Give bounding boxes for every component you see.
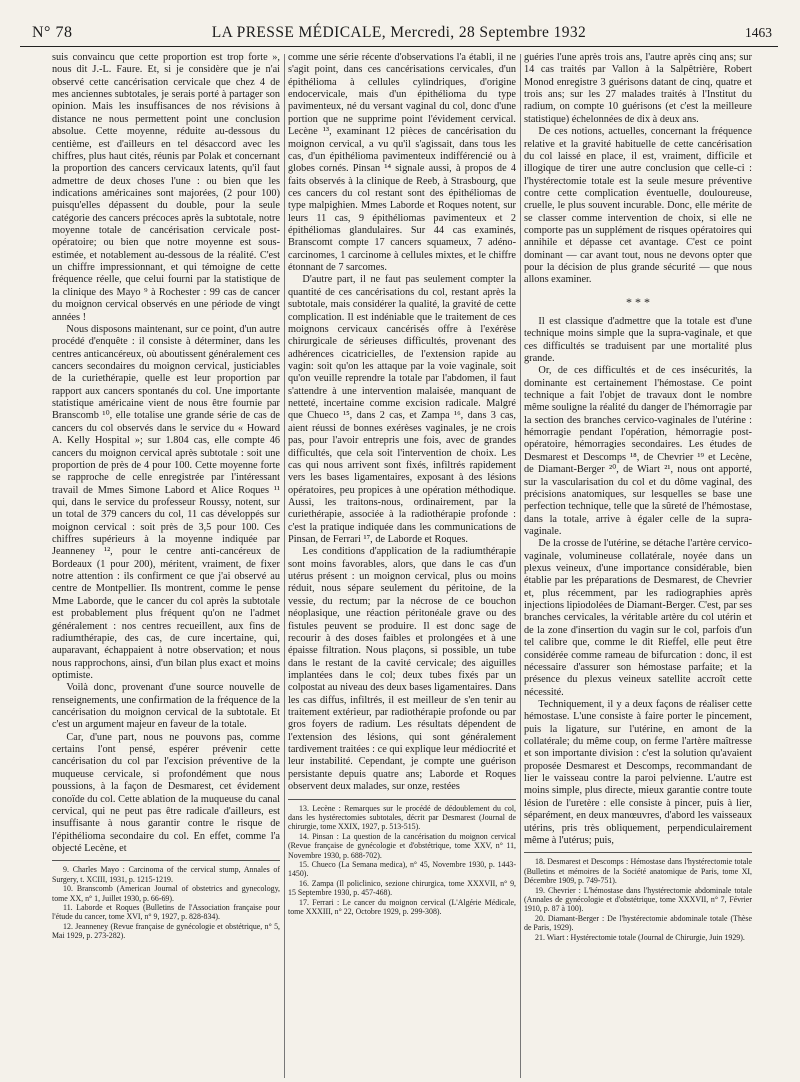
page-header: [20, 22, 778, 47]
paragraph: De la crosse de l'utérine, se détache l'artère cervico-vaginale, volumineuse collatérale, noyée dans un plexus veineux, d'une importance considérable, bien établie par les préparations de Desmarest, de Chevrier et, plus récemment, par les radiographies après injections lipiodolées de Diamant-Berger. C'est, par ses branches cervicales, la véritable artère du col utérin et de la zone d'insertion du vagin sur le col, parfois d'un tel calibre que, comme le dit Rieffel, elle peut être considérée comme rameau de bifurcation : donc, il est nécessaire d'assurer son hémostase parfaite; et la présence du plexus veineux satellite accroît cette nécessité.: [524, 538, 752, 698]
footnote: 15. Chueco (La Semana medica), n° 45, Novembre 1930, p. 1443-1450).: [288, 860, 516, 879]
paragraph: De ces notions, actuelles, concernant la fréquence relative et la gravité habituelle de cette cancérisation du col laissé en place, il est, vraiment, difficile et illogique de tirer une autre conclusion que celle-ci : l'hystérectomie totale est la seule mesure préventive contre cette complication éventuelle, douloureuse, cruelle, le plus souvent incurable. Donc, elle mérite de se classer comme intervention de choix, si elle ne comporte pas un supplément de risques opératoires qui annihile et dépasse cet avantage. C'est ce point dominant — car avant tout, nous ne devons opter que pour la décision de plus grande sécurité — que nous allons examiner.: [524, 126, 752, 286]
paragraph: guéries l'une après trois ans, l'autre après cinq ans; sur 14 cas traités par Vallon à la Salpêtrière, Robert Monod enregistre 3 guérisons datant de cinq, quatre et trois ans; sur les 27 malades traités à l'Institut du radium, on compte 10 guérisons (et c'est la meilleure statistique) échelonnées de dix à deux ans.: [524, 52, 752, 125]
column-3: [524, 52, 752, 942]
footnote: 20. Diamant-Berger : De l'hystérectomie abdominale totale (Thèse de Paris, 1929).: [524, 913, 752, 933]
paragraph: Car, d'une part, nous ne pouvons pas, comme certains l'ont pensé, espérer prévenir cette cancérisation du col par l'excision préventive de la muqueuse cervicale, si profondément que nous poussions, à la façon de Desmarest, cet évidement conoïde du col. Cette ablation de la muqueuse du canal cervical, qui ne peut pas être radicale d'ailleurs, est insuffisante à nous garantir contre le risque de l'épithélioma secondaire du col. En effet, comme l'a objecté Lecène, et: [52, 731, 280, 854]
column-1: [52, 52, 280, 941]
footnote: 11. Laborde et Roques (Bulletins de l'Association française pour l'étude du cancer, tome XVI, n° 9, 1927, p. 828-834).: [52, 902, 280, 922]
paragraph: Techniquement, il y a deux façons de réaliser cette hémostase. L'une consiste à faire porter le pincement, puis la ligature, sur l'utérine, en amont de la collatérale; du même coup, on ferme l'artère maîtresse et son importante division : c'est la solution qu'avaient proposée Desmarest et Descomps, recommandant de lier le vaisseau contre la paroi pelvienne. L'autre est moins simple, plus directe, mieux garantie contre toute lésion de l'uretère : elle consiste à pincer, puis à lier, séparément, en deux manœuvres, d'abord les vaisseaux utérins, pris très obliquement, perpendiculairement même à l'utérus; puis,: [524, 698, 752, 846]
column-divider: [520, 54, 521, 1078]
footnote: 13. Lecène : Remarques sur le procédé de dédoublement du col, dans les hystérectomies subtotales, décrit par Desmarest (Journal de chirurgie, tome XXIX, 1927, p. 513-515).: [288, 803, 516, 832]
footnote: 10. Branscomb (American Journal of obstetrics and gynecology, tome XX, n° 1, Juillet 1930, p. 66-69).: [52, 884, 280, 903]
paragraph: suis convaincu que cette proportion est trop forte », nous dit J.-L. Faure. Et, si je considère que je n'ai observé cette cancérisation cervicale que chez 4 de mes anciennes subtotales, je serais porté à partager son opinion. Mais les insuffisances de nos révisions à distance ne nous permettent point une conclusion absolue. Cette moyenne, réduite au-dessous du centième, est d'ailleurs en tel désaccord avec les chiffres, plus haut cités, réunis par Polak et concernant la proportion des cancers cervicaux latents, qu'il faut admettre de deux choses l'une : ou bien que les indications américaines sont majorées, (2 pour 100) puisqu'elles dépassent du double, pour la seule catégorie des cancers précoces après la subtotale, notre moyenne totale de cancérisation cervicale post-opératoire; ou bien que notre moyenne est sous-estimée, et notablement au-dessous de la réalité. C'est un chiffre impressionnant, et qui témoigne de cette fréquence réelle, que celui fourni par la statistique de la clinique des Mayo ⁹ à Rochester : 99 cas de cancer du moignon cervical observés en une période de vingt années !: [52, 52, 280, 323]
paragraph: Voilà donc, provenant d'une source nouvelle de renseignements, une confirmation de la fréquence de la cancérisation du moignon cervical de la subtotale. Et c'est un argument majeur en faveur de la totale.: [52, 682, 280, 731]
running-title: LA PRESSE MÉDICALE, Mercredi, 28 Septembre 1932: [211, 24, 587, 41]
section-separator: * * *: [626, 294, 650, 309]
paragraph: Les conditions d'application de la radiumthérapie sont moins favorables, alors, que dans le cas d'un utérus présent : un moignon cervical, plus ou moins réduit, nous sépare seulement du péritoine, de la vessie, du rectum; par la nécrose de ce bouchon néoplasique, une réaction péritonéale grave ou des fistules peuvent se produire. Il est donc sage de recourir à des doses faibles et prolongées et à une épaisse filtration. Nous plaçons, si possible, un tube dans le restant de la cavité cervicale; des aiguilles implantées dans le col; deux tubes fixés par un colpostat au niveau des deux bases ligamentaires. Dans les cas diffus, infiltrés, il est meilleur de s'en tenir au traitement extérieur, par radiothérapie profonde ou par gros foyers de radium. Les résultats dépendent de l'extension des lésions, qui sont généralement tardivement traitées : ce qui explique leur médiocrité et leur instabilité. Cependant, je compte une guérison persistante depuis quatre ans; Laborde et Roques observent deux malades, sur onze, restées: [288, 546, 516, 793]
footnote: 16. Zampa (Il policlinico, sezione chirurgica, tome XXXVII, n° 9, 15 Septembre 1930, p. 457-468).: [288, 878, 516, 898]
paragraph: Nous disposons maintenant, sur ce point, d'un autre procédé d'enquête : il consiste à déterminer, dans les centres anticancéreux, où aboutissent généralement ces cancers secondaires du moignon cervical, justiciables de la curiethérapie, quelle est leur proportion par rapport aux cancers spontanés du col. Une importante statistique américaine vient de nous être fournie par Branscomb ¹⁰, elle totalise une grande série de cas de cancers du col observés dans le service du « Howard A. Kelly Hospital »; sur 1.804 cas, elle compte 46 cancers du moignon cervical après subtotale : soit une proportion de près de 4 pour 100. Cette moyenne forte se rapproche de celle enregistrée par l'intéressant travail de Mmes Simone Labord et Alice Roques ¹¹ qui, dans le service du professeur Roussy, notent, sur un total de 379 cancers du col, 11 cas développés sur moignon cervical : soit près de 3,5 pour 100. Ces chiffres supérieurs à la moyenne indiquée par Jeanneney ¹², pour le centre anti-cancéreux de Bordeaux (1 pour 200), méritent, vraiment, de fixer notre attention : ils confirment ce que j'ai observé au centre de Montpellier. Ils montrent, comme le pense Mme Laborde, que le cancer du col après la subtotale est probablement plus fréquent qu'on ne l'admet généralement : nos centres recueillent, aux fins de radiumthérapie, des cas, de cure incertaine, qui, auparavant, échappaient à notre observation; et nous nous rapprochons, ainsi, d'un bilan plus exact et moins optimiste.: [52, 323, 280, 681]
footnote-rule: [288, 799, 516, 800]
page-number: 1463: [745, 25, 772, 40]
paragraph: D'autre part, il ne faut pas seulement compter la quantité de ces cancérisations du col, restant après la subtotale, mais considérer la qualité, la gravité de cette complication. Il est indéniable que le traitement de ces moignons cervicaux cancérisés offre à l'exérèse chirurgicale de sérieuses difficultés, provenant des adhérences cicatricielles, de l'extension rapide au vagin: soit qu'on les attaque par la voie vaginale, soit qu'on veuille reprendre la totale par l'abdomen, il faut s'attendre à une intervention malaisée, manquant de netteté, incertaine comme excision radicale. Malgré que Chueco ¹⁵, dans 2 cas, et Zampa ¹⁶, dans 3 cas, aient réussi de bonnes exérèses vaginales, je ne crois pas, pour l'avoir entrepris une fois, avec de grandes difficultés, que cela soit l'intervention de choix. Les cas qui nous arrivent sont fixés, infiltrés rapidement vers les bases ligamentaires, exposant à des lésions opératoires, peu propices à une opération méthodique. Aussi, les traitons-nous, ordinairement, par la curiethérapie, associée à la radiothérapie profonde : c'est la pratique indiquée dans les communications de Pinsan, de Ferrari ¹⁷, de Laborde et Roques.: [288, 274, 516, 546]
issue-number: N° 78: [32, 24, 73, 41]
footnote: 12. Jeanneney (Revue française de gynécologie et obstétrique, n° 5, Mai 1929, p. 273-282).: [52, 921, 280, 941]
footnote: 17. Ferrari : Le cancer du moignon cervical (L'Algérie Médicale, tome XXXIII, n° 22, Octobre 1929, p. 299-308).: [288, 897, 516, 917]
footnote: 14. Pinsan : La question de la cancérisation du moignon cervical (Revue française de gynécologie et d'obstétrique, tome XXV, n° 11, Novembre 1930, p. 688-702).: [288, 831, 516, 860]
column-divider: [284, 54, 285, 1078]
footnote: 19. Chevrier : L'hémostase dans l'hystérectomie abdominale totale (Annales de gynécologie et d'obstétrique, tome XXXVII, n° 7, Février 1910, p. 87 à 100).: [524, 885, 752, 914]
footnote: 18. Desmarest et Descomps : Hémostase dans l'hystérectomie totale (Bulletins et mémoires de la Société anatomique de Paris, tome XI, Décembre 1909, p. 749-751).: [524, 857, 752, 886]
paragraph: comme une série récente d'observations l'a établi, il ne s'agit point, dans ces cancérisations cervicales, d'un épithélioma à cellules cylindriques, d'origine endocervicale, mais d'un épithélioma du type pavimenteux, né du versant vaginal du col, donc d'une portion que ne supprime point l'évidement cervical. Lecène ¹³, examinant 12 pièces de cancérisation du moignon cervical, a vu qu'il s'agissait, dans tous les cas, d'un épithélioma pavimenteux indifférencié ou à globes cornés. Pinsan ¹⁴ signale aussi, à propos de 4 faits observés à la clinique de Reeb, à Strasbourg, que ces cancers du col restant sont des épithéliomas de type malpighien. Mmes Laborde et Roques notent, sur leurs 11 cas, 9 épithéliomas pavimenteux et 2 épithéliomas glandulaires. Sur 44 cas examinés, Branscomt compte 17 cancers squameux, 7 adéno-carcinomes, 1 carcinome à cellules mixtes, et le chiffre étonnant de 7 sarcomes.: [288, 52, 516, 274]
footnote-rule: [524, 852, 752, 853]
column-2: [288, 52, 516, 916]
footnote-rule: [52, 860, 280, 861]
footnote: 21. Wiart : Hystérectomie totale (Journal de Chirurgie, Juin 1929).: [535, 932, 745, 942]
paragraph: Or, de ces difficultés et de ces insécurités, la dominante est certainement l'hémostase. Ce point technique a fait l'objet de travaux dont le nombre même souligne la réalité du danger de l'hémorragie par la section des branches cervico-vaginales de l'utérine : hémorragie pendant l'opération, hémorragie post-opératoire, hémorragies secondaires. Les études de Desmarest et Descomps ¹⁸, de Chevrier ¹⁹ et Lecène, de Diamant-Berger ²⁰, de Wiart ²¹, nous ont apporté, sur la vascularisation du col et du dôme vaginal, des précisions anatomiques, sur lesquelles se base une perfection technique, telle que la sûreté de l'hémostase, dans la totale, arrive à égaler celle de la supra-vaginale.: [524, 365, 752, 537]
paragraph: Il est classique d'admettre que la totale est d'une technique moins simple que la supra-vaginale, et que ces difficultés se traduisent par une mortalité plus grande.: [524, 315, 752, 364]
footnote: 9. Charles Mayo : Carcinoma of the cervical stump, Annales of Surgery, t. XCIII, 1931, p. 1215-1219.: [52, 865, 280, 884]
